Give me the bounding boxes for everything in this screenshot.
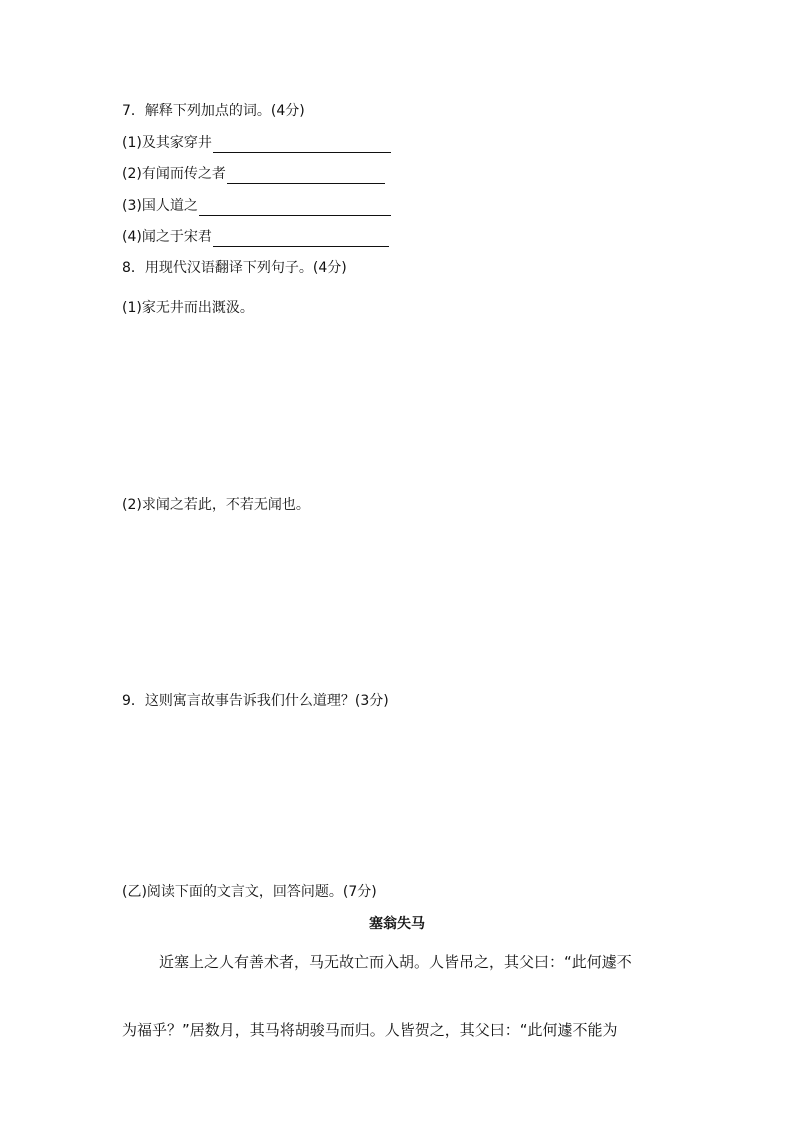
question-7-stem: 7．解释下列加点的词。(4分) — [122, 103, 305, 119]
question-7-item-2 — [122, 164, 385, 184]
question-8-stem: 8．用现代汉语翻译下列句子。(4分) — [122, 260, 347, 276]
question-7-item-1 — [122, 133, 391, 153]
section-b-heading: (乙)阅读下面的文言文，回答问题。(7分) — [122, 884, 377, 900]
question-7-item-1-text: (1)及其家穿井 — [122, 135, 212, 151]
question-8-sentence-2: (2)求闻之若此，不若无闻也。 — [122, 497, 310, 513]
answer-blank-4[interactable] — [213, 231, 389, 247]
passage-title: 塞翁失马 — [369, 916, 425, 932]
passage-line-2: 为福乎？”居数月，其马将胡骏马而归。人皆贺之，其父曰：“此何遽不能为 — [122, 1021, 618, 1039]
question-9-stem: 9．这则寓言故事告诉我们什么道理？(3分) — [122, 693, 389, 709]
answer-blank-1[interactable] — [213, 137, 391, 153]
passage-line-1: 近塞上之人有善术者，马无故亡而入胡。人皆吊之，其父曰：“此何遽不 — [159, 953, 632, 971]
question-7-item-4-text: (4)闻之于宋君 — [122, 229, 212, 245]
question-7-item-4 — [122, 227, 389, 247]
question-7-item-3-text: (3)国人道之 — [122, 198, 198, 214]
answer-blank-2[interactable] — [227, 168, 385, 184]
question-7-item-2-text: (2)有闻而传之者 — [122, 166, 226, 182]
question-7-item-3 — [122, 196, 391, 216]
answer-blank-3[interactable] — [199, 200, 391, 216]
question-8-sentence-1: (1)家无井而出溉汲。 — [122, 300, 254, 316]
